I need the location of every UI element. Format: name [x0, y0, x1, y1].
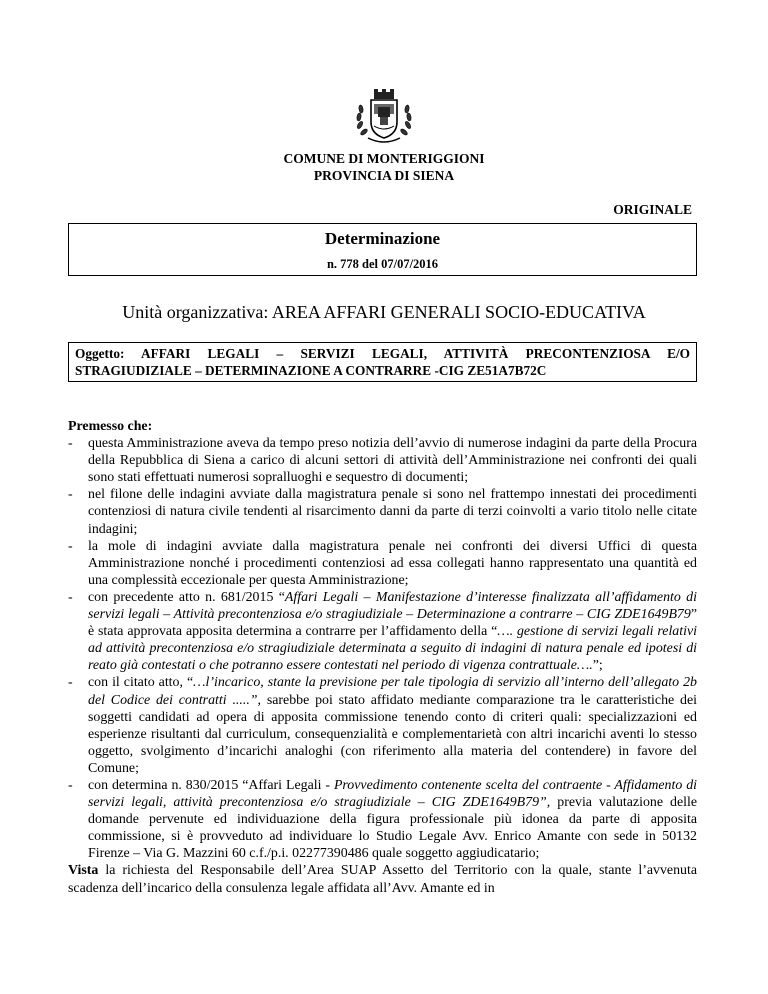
vista-paragraph: Vista la richiesta del Responsabile dell’Area SUAP Assetto del Territorio con la quale, stante l’avvenuta scadenza dell’incarico della consulenza legale affidata all’Avv. Amante ed in — [68, 863, 697, 896]
list-item: - la mole di indagini avviate dalla magistratura penale nei confronti dei diversi Uffici di questa Amministrazione nonché i procedimenti contenziosi ad essa collegati hanno rappresentato una quantità ed una complessità eccezionale per questa Amministrazione; — [68, 538, 697, 589]
document-body — [68, 418, 697, 897]
coat-of-arms-icon — [350, 88, 418, 146]
determinazione-number: n. 778 del 07/07/2016 — [326, 257, 439, 271]
list-item: - questa Amministrazione aveva da tempo preso notizia dell’avvio di numerose indagini da parte della Procura della Repubblica di Siena a carico di alcuni settori di attività dell’Amministrazione nei confronti dei quali sono stati effettuati numerosi sopralluoghi e sequestro di documenti; — [68, 435, 697, 486]
premesso-heading: Premesso che: — [68, 419, 153, 434]
list-item: - con il citato atto, “…l’incarico, stante la previsione per tale tipologia di servizio all’interno dell’allegato 2b del Codice dei contratti .....”, sarebbe poi stato affidato mediante comparazione tra le caratteristiche dei soggetti candidati ad opera di apposita commissione tenendo conto di criteri quali: specializzazioni ed esperienze risultanti dal curriculum, consequenzialità e complementarietà con altri incarichi aventi lo stesso oggetto, svolgimento d’incarichi analoghi (con riferimento alla materia del contendere) in favore del Comune; — [68, 674, 697, 777]
comune-header — [0, 150, 768, 184]
list-item: - nel filone delle indagini avviate dalla magistratura penale si sono nel frattempo innestati dei procedimenti contenziosi di natura civile tendenti al risarcimento danni da parte di terzi coinvolti a vario titolo nelle citate indagini; — [68, 486, 697, 537]
status-label: ORIGINALE — [613, 202, 692, 217]
provincia-name: PROVINCIA DI SIENA — [313, 168, 455, 183]
determinazione-title: Determinazione — [324, 229, 441, 248]
list-item: - con determina n. 830/2015 “Affari Legali - Provvedimento contenente scelta del contraente - Affidamento di servizi legali, attività precontenziosa e/o stragiudiziale – CIG ZDE1649B79”, previa valutazione delle domande pervenute ed individuazione della figura professionale più idonea da parte di apposita commissione, si è provveduto ad individuare lo Studio Legale Avv. Enrico Amante con sede in 50132 Firenze – Via G. Mazzini 60 c.f./p.i. 02277390486 quale soggetto aggiudicatario; — [68, 777, 697, 862]
oggetto-box: Oggetto: AFFARI LEGALI – SERVIZI LEGALI, ATTIVITÀ PRECONTENZIOSA E/O STRAGIUDIZIALE – DETERMINAZIONE A CONTRARRE -CIG ZE51A7B72C — [68, 342, 697, 382]
determinazione-box — [68, 223, 697, 276]
premesso-list — [68, 435, 697, 862]
comune-name: COMUNE DI MONTERIGGIONI — [283, 151, 485, 166]
list-item: - con precedente atto n. 681/2015 “Affari Legali – Manifestazione d’interesse finalizzata all’affidamento di servizi legali – Attività precontenziosa e/o stragiudiziale – Determinazione a contrarre – CIG ZDE1649B79” è stata approvata apposita determina a contrarre per l’affidamento della “…. gestione di servizi legali relativi ad attività precontenziosa e/o stragiudiziale determinata a seguito di indagini di natura penale ed ipotesi di reato già contestati o che potranno essere contestati nel periodo di vigenza contrattuale….”; — [68, 589, 697, 674]
unita-organizzativa: Unità organizzativa: AREA AFFARI GENERALI SOCIO-EDUCATIVA — [122, 302, 646, 322]
